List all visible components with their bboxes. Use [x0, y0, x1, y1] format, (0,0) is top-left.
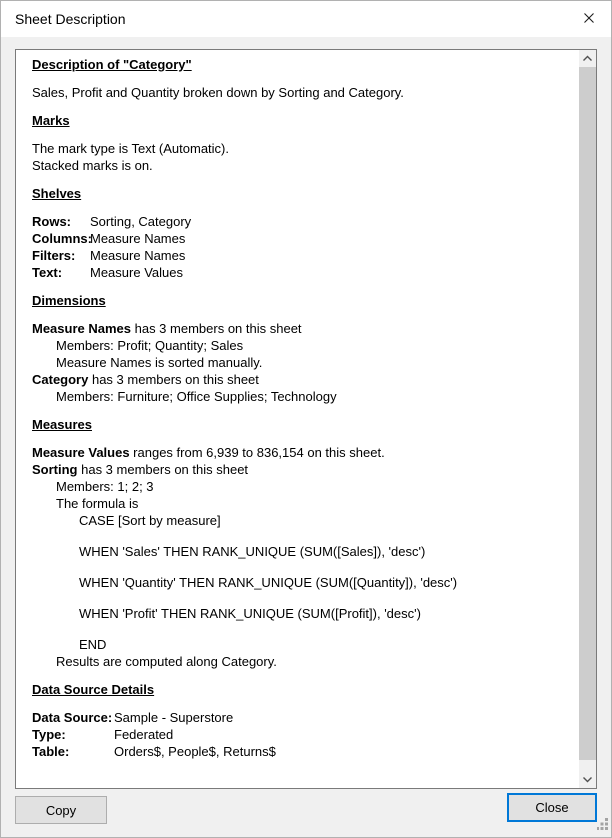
description-line: The formula is	[56, 496, 139, 511]
description-panel	[15, 49, 597, 789]
description-line	[32, 247, 571, 264]
kv-value: Federated	[114, 727, 174, 742]
kv-label: Rows:	[32, 214, 71, 229]
kv-label: Columns:	[32, 231, 92, 246]
x-icon	[582, 11, 596, 25]
scroll-up-button[interactable]	[579, 50, 596, 67]
kv-value: Sorting, Category	[90, 214, 192, 229]
vertical-scrollbar[interactable]	[579, 50, 596, 788]
description-line: Sorting has 3 members on this sheet	[32, 462, 249, 477]
chevron-up-icon	[581, 54, 594, 63]
resize-grip[interactable]	[597, 817, 609, 835]
description-text-area[interactable]	[16, 50, 579, 788]
section-heading: Marks	[32, 113, 70, 128]
section-heading: Data Source Details	[32, 682, 155, 697]
description-line: Sales, Profit and Quantity broken down by Sorting and Category.	[32, 85, 404, 100]
kv-label: Data Source:	[32, 710, 113, 725]
section-heading: Dimensions	[32, 293, 106, 308]
chevron-down-icon	[581, 775, 594, 784]
kv-value: Orders$, People$, Returns$	[114, 744, 276, 759]
description-line	[32, 709, 571, 726]
description-line: Measure Values ranges from 6,939 to 836,154 on this sheet.	[32, 445, 385, 460]
description-line: Measure Names is sorted manually.	[56, 355, 263, 370]
description-line: Category has 3 members on this sheet	[32, 372, 259, 387]
scroll-down-button[interactable]	[579, 771, 596, 788]
title-bar	[1, 1, 611, 37]
kv-value: Sample - Superstore	[114, 710, 234, 725]
description-line: WHEN 'Profit' THEN RANK_UNIQUE (SUM([Profit]), 'desc')	[79, 606, 421, 621]
kv-value: Measure Names	[90, 248, 186, 263]
close-button[interactable]	[566, 1, 611, 34]
description-line: The mark type is Text (Automatic).	[32, 141, 229, 156]
section-heading: Measures	[32, 417, 92, 432]
description-line: Measure Names has 3 members on this sheet	[32, 321, 302, 336]
kv-label: Type:	[32, 727, 66, 742]
description-line	[32, 264, 571, 281]
description-line: Members: 1; 2; 3	[56, 479, 154, 494]
kv-label: Text:	[32, 265, 63, 280]
description-line: WHEN 'Sales' THEN RANK_UNIQUE (SUM([Sales]), 'desc')	[79, 544, 426, 559]
scrollbar-thumb[interactable]	[579, 67, 596, 760]
description-line: CASE [Sort by measure]	[79, 513, 221, 528]
description-line: END	[79, 637, 107, 652]
kv-label: Table:	[32, 744, 70, 759]
description-line	[32, 213, 571, 230]
description-line: Members: Furniture; Office Supplies; Technology	[56, 389, 337, 404]
description-line	[32, 743, 571, 760]
copy-button[interactable]: Copy	[15, 796, 107, 824]
description-line: Results are computed along Category.	[56, 654, 277, 669]
description-line: Members: Profit; Quantity; Sales	[56, 338, 244, 353]
close-dialog-button[interactable]: Close	[507, 793, 597, 822]
dialog-title: Sheet Description	[15, 11, 126, 27]
description-line	[32, 230, 571, 247]
description-line: Stacked marks is on.	[32, 158, 153, 173]
kv-label: Filters:	[32, 248, 76, 263]
kv-value: Measure Names	[90, 231, 186, 246]
kv-value: Measure Values	[90, 265, 183, 280]
description-line	[32, 726, 571, 743]
section-heading: Description of "Category"	[32, 57, 192, 72]
description-line: WHEN 'Quantity' THEN RANK_UNIQUE (SUM([Quantity]), 'desc')	[79, 575, 458, 590]
section-heading: Shelves	[32, 186, 82, 201]
